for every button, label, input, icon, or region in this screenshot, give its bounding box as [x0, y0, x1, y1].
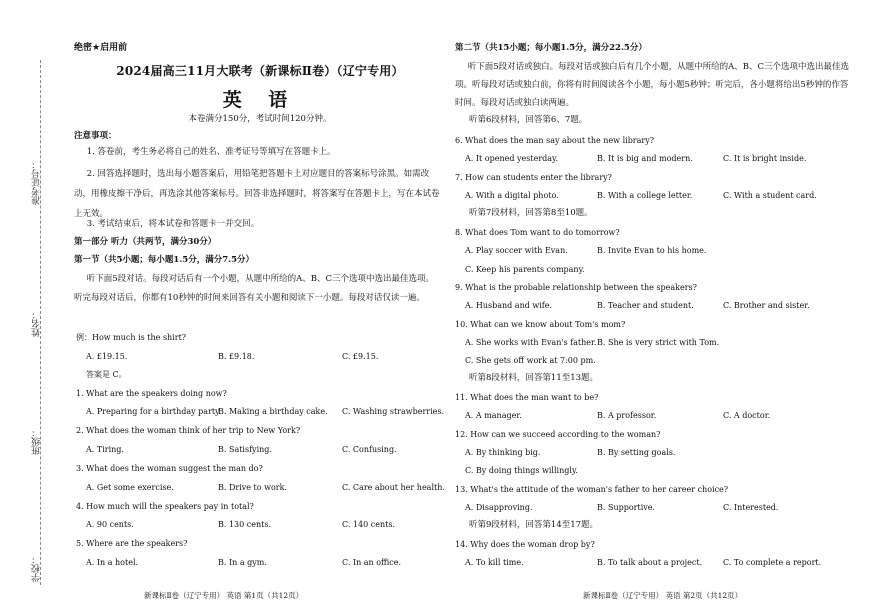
q4-option-c: C. 140 cents. — [342, 520, 395, 529]
q12-option-b: B. By setting goals. — [597, 448, 676, 457]
q13-option-b: B. Supportive. — [597, 503, 656, 512]
material-7-note: 听第7段材料，回答第8至10题。 — [469, 208, 593, 218]
secret-mark: 绝密★启用前 — [74, 43, 128, 53]
material-6-note: 听第6段材料，回答第6、7题。 — [469, 115, 588, 125]
exam-title: 2024届高三11月大联考（新课标Ⅱ卷）（辽宁专用） — [116, 64, 404, 78]
q6-option-a: A. It opened yesterday. — [465, 154, 559, 163]
material-8-note: 听第8段材料，回答第11至13题。 — [469, 373, 599, 383]
q9-option-c: C. Brother and sister. — [723, 301, 810, 310]
question-14: 14. Why does the woman drop by? — [455, 540, 595, 549]
question-5: 5. Where are the speakers? — [76, 539, 188, 548]
q1-option-a: A. Preparing for a birthday party. — [86, 407, 222, 416]
q6-option-b: B. It is big and modern. — [597, 154, 693, 163]
material-9-note: 听第9段材料，回答第14至17题。 — [469, 520, 599, 530]
example-answer: 答案是 C。 — [86, 370, 127, 379]
label-class: 班级： — [32, 428, 42, 455]
q12-option-a: A. By thinking big. — [465, 448, 541, 457]
q2-option-c: C. Confusing. — [342, 445, 397, 454]
question-11: 11. What does the man want to be? — [455, 393, 599, 402]
q13-option-a: A. Disapproving. — [465, 503, 533, 512]
example-option-c: C. £9.15. — [342, 352, 379, 361]
q5-option-c: C. In an office. — [342, 558, 402, 567]
question-6: 6. What does the man say about the new library? — [455, 136, 655, 145]
example-option-a: A. £19.15. — [86, 352, 128, 361]
footer-page-2: 新课标Ⅱ卷（辽宁专用） 英语 第2页（共12页） — [583, 591, 743, 600]
question-4: 4. How much will the speakers pay in total? — [76, 502, 254, 511]
q7-option-b: B. With a college letter. — [597, 191, 693, 200]
label-name: 姓名： — [32, 310, 42, 337]
q7-option-c: C. With a student card. — [723, 191, 817, 200]
section-2-heading: 第二节（共15小题；每小题1.5分，满分22.5分） — [455, 43, 647, 53]
label-school: 学校： — [32, 555, 42, 582]
section-1-heading: 第一节（共5小题；每小题1.5分，满分7.5分） — [74, 255, 254, 265]
q1-option-b: B. Making a birthday cake. — [218, 407, 328, 416]
q2-option-b: B. Satisfying. — [218, 445, 272, 454]
notice-item-1: 1. 答卷前，考生务必将自己的姓名、准考证号等填写在答题卡上。 — [86, 147, 336, 157]
q6-option-c: C. It is bright inside. — [723, 154, 807, 163]
footer-page-1: 新课标Ⅱ卷（辽宁专用） 英语 第1页（共12页） — [144, 591, 304, 600]
q11-option-c: C. A doctor. — [723, 411, 771, 420]
part-1-heading: 第一部分 听力（共两节，满分30分） — [74, 237, 217, 247]
q9-option-b: B. Teacher and student. — [597, 301, 694, 310]
score-info: 本卷满分150分，考试时间120分钟。 — [188, 114, 332, 124]
question-7: 7. How can students enter the library? — [455, 173, 612, 182]
q7-option-a: A. With a digital photo. — [465, 191, 559, 200]
q9-option-a: A. Husband and wife. — [465, 301, 553, 310]
question-13: 13. What's the attitude of the woman's father to her career choice? — [455, 485, 729, 494]
notice-item-2: 2. 回答选择题时，选出每小题答案后，用铅笔把答题卡上对应题目的答案标号涂黑。如需改动，用橡皮擦干净后，再选涂其他答案标号。回答非选择题时，将答案写在答题卡上，写在本试卷上无效。 — [74, 169, 440, 219]
q14-option-c: C. To complete a report. — [723, 558, 822, 567]
q1-option-c: C. Washing strawberries. — [342, 407, 445, 416]
section-2-intro: 听下面5段对话或独白。每段对话或独白后有几个小题，从题中所给的A、B、C三个选项中选出最佳选项。听每段对话或独白前，你将有时间阅读各个小题，每小题5秒钟；听完后，各小题将给出5秒钟的作答时间。每段对话或独白读两遍。 — [455, 62, 850, 108]
q13-option-c: C. Interested. — [723, 503, 779, 512]
q14-option-b: B. To talk about a project. — [597, 558, 703, 567]
q5-option-b: B. In a gym. — [218, 558, 267, 567]
example-question: 例：How much is the shirt? — [76, 333, 187, 342]
example-option-b: B. £9.18. — [218, 352, 255, 361]
q10-option-c: C. She gets off work at 7:00 pm. — [465, 356, 596, 365]
q3-option-b: B. Drive to work. — [218, 483, 288, 492]
notice-heading: 注意事项： — [74, 131, 117, 141]
page-left — [74, 0, 446, 615]
question-2: 2. What does the woman think of her trip to New York? — [76, 426, 301, 435]
label-exam-number: 准考证号： — [32, 160, 42, 205]
question-9: 9. What is the probable relationship between the speakers? — [455, 283, 697, 292]
page-right — [455, 0, 860, 615]
question-12: 12. How can we succeed according to the woman? — [455, 430, 661, 439]
q2-option-a: A. Tiring. — [86, 445, 124, 454]
q3-option-c: C. Care about her health. — [342, 483, 445, 492]
q8-option-b: B. Invite Evan to his home. — [597, 246, 707, 255]
q3-option-a: A. Get some exercise. — [86, 483, 174, 492]
q8-option-c: C. Keep his parents company. — [465, 265, 585, 274]
q12-option-c: C. By doing things willingly. — [465, 466, 578, 475]
q8-option-a: A. Play soccer with Evan. — [465, 246, 568, 255]
binding-margin — [0, 0, 62, 615]
question-8: 8. What does Tom want to do tomorrow? — [455, 228, 620, 237]
q5-option-a: A. In a hotel. — [86, 558, 139, 567]
notice-item-3: 3. 考试结束后，将本试卷和答题卡一并交回。 — [86, 219, 260, 229]
question-3: 3. What does the woman suggest the man do? — [76, 464, 263, 473]
question-10: 10. What can we know about Tom's mom? — [455, 320, 626, 329]
q10-option-b: B. She is very strict with Tom. — [597, 338, 720, 347]
question-1: 1. What are the speakers doing now? — [76, 389, 227, 398]
q11-option-b: B. A professor. — [597, 411, 657, 420]
section-1-intro: 听下面5段对话。每段对话后有一个小题，从题中所给的A、B、C三个选项中选出最佳选项。听完每段对话后，你都有10秒钟的时间来回答有关小题和阅读下一小题。每段对话仅读一遍。 — [74, 274, 435, 303]
q4-option-a: A. 90 cents. — [86, 520, 134, 529]
q4-option-b: B. 130 cents. — [218, 520, 272, 529]
q10-option-a: A. She works with Evan's father. — [465, 338, 597, 347]
q14-option-a: A. To kill time. — [465, 558, 524, 567]
q11-option-a: A. A manager. — [465, 411, 522, 420]
subject-title: 英 语 — [222, 89, 298, 111]
